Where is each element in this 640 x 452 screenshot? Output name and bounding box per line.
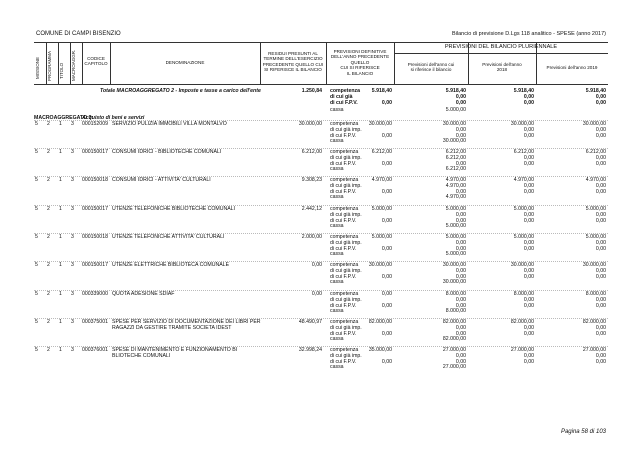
prev-def-value: 35.000,00: [368, 347, 392, 353]
programma-code: 2: [47, 206, 50, 212]
item-description: SPESE DI MANTENIMENTO E FUNZIONAMENTO BI: [112, 347, 238, 353]
prev-def-value: 0,00: [381, 188, 392, 195]
anno3-value: 0,00: [595, 245, 606, 252]
anno1-value: 27.000,00: [442, 347, 466, 353]
total-a3: 5.918,40: [585, 88, 606, 94]
total-a2: 0,00: [523, 100, 534, 107]
anno1-value: 0,00: [455, 245, 466, 252]
anno1-value: 82.000,00: [442, 319, 466, 325]
anno1-value: 82.000,00: [442, 336, 466, 343]
prev-def-value: 0,00: [381, 291, 392, 297]
prev-def-value: 5.000,00: [371, 206, 392, 212]
anno1-value: 0,00: [455, 126, 466, 133]
anno2-value: 27.000,00: [510, 347, 534, 353]
anno1-value: 0,00: [455, 188, 466, 195]
total-type: di cui già: [330, 94, 353, 101]
missione-code: 5: [35, 206, 38, 212]
anno3-value: 30.000,00: [582, 121, 606, 127]
total-type: di cui F.P.V.: [330, 100, 358, 107]
anno3-value: 0,00: [595, 188, 606, 195]
anno3-value: 27.000,00: [582, 347, 606, 353]
prev-def-value: 30.000,00: [368, 121, 392, 127]
item-description: BLIOTECHE COMUNALI: [112, 352, 171, 359]
anno3-value: 30.000,00: [582, 262, 606, 268]
total-a1: 0,00: [455, 94, 466, 101]
anno1-value: 5.000,00: [445, 234, 466, 240]
titolo-code: 1: [59, 149, 62, 155]
anno1-value: 30.000,00: [442, 262, 466, 268]
anno3-value: 0,00: [595, 132, 606, 139]
macroaggr-code: 3: [71, 319, 74, 325]
macroaggr-code: 3: [71, 121, 74, 127]
residui-value: 9.308,23: [301, 177, 322, 183]
anno3-value: 0,00: [595, 267, 606, 274]
anno3-value: 0,00: [595, 126, 606, 133]
total-a2: 0,00: [523, 94, 534, 101]
titolo-code: 1: [59, 262, 62, 268]
line-type: competenza: [330, 121, 359, 127]
anno2-value: 0,00: [523, 330, 534, 337]
anno1-value: 4.970,00: [445, 194, 466, 201]
anno2-value: 0,00: [523, 188, 534, 195]
missione-code: 5: [35, 177, 38, 183]
line-type: cassa: [330, 279, 344, 286]
prev-def-value: 0,00: [381, 302, 392, 309]
item-description: CONSUMI IDRICI - BIBLIOTECHE COMUNALI: [112, 149, 222, 155]
col-programma: PROGRAMMA: [47, 50, 52, 81]
macroaggr-code: 3: [71, 177, 74, 183]
prev-def-value: 0,00: [381, 358, 392, 365]
titolo-code: 1: [59, 347, 62, 353]
anno2-value: 30.000,00: [510, 262, 534, 268]
anno2-value: 0,00: [523, 211, 534, 218]
item-description: UTENZE ELETTRICHE BIBLIOTECA COMUNALE: [112, 262, 230, 268]
anno2-value: 4.970,00: [513, 177, 534, 183]
line-type: di cui F.P.V.: [330, 132, 357, 139]
anno3-value: 5.000,00: [585, 206, 606, 212]
line-type: di cui F.P.V.: [330, 302, 357, 309]
anno2-value: 0,00: [523, 239, 534, 246]
anno1-value: 0,00: [455, 324, 466, 331]
total-a1: 5.918,40: [445, 88, 466, 94]
anno2-value: 0,00: [523, 217, 534, 224]
anno3-value: 0,00: [595, 352, 606, 359]
macroaggr-code: 3: [71, 149, 74, 155]
line-type: di cui già imp.: [330, 182, 362, 189]
anno2-value: 0,00: [523, 132, 534, 139]
programma-code: 2: [47, 121, 50, 127]
item-description: UTENZE TELEFONICHE BIBLIOTECHE COMUNALI: [112, 206, 235, 212]
anno2-value: 82.000,00: [510, 319, 534, 325]
programma-code: 2: [47, 262, 50, 268]
anno3-value: 0,00: [595, 154, 606, 161]
titolo-code: 1: [59, 319, 62, 325]
anno2-value: 0,00: [523, 154, 534, 161]
total-a3: 0,00: [595, 100, 606, 107]
line-type: competenza: [330, 347, 359, 353]
line-type: competenza: [330, 206, 359, 212]
residui-value: 2.000,00: [301, 234, 322, 240]
anno2-value: 5.000,00: [513, 234, 534, 240]
line-type: di cui già imp.: [330, 352, 362, 359]
anno2-value: 0,00: [523, 160, 534, 167]
line-type: di cui già imp.: [330, 154, 362, 161]
item-description: UTENZE TELEFONICHE ATTIVITA' CULTURALI: [112, 234, 225, 240]
missione-code: 5: [35, 291, 38, 297]
anno1-value: 30.000,00: [442, 279, 466, 286]
prev-def-value: 0,00: [381, 160, 392, 167]
prev-def-value: 4.970,00: [371, 177, 392, 183]
line-type: di cui F.P.V.: [330, 245, 357, 252]
col-anno2: Previsioni dell'anno 2018: [482, 62, 522, 73]
col-residui: RESIDUI PRESUNTI AL TERMINE DELL'ESERCIZIO PRECEDENTE QUELLO CUI SI RIFERISCE IL BILANCIO: [262, 51, 324, 73]
capitolo-code: 000150017: [82, 262, 108, 268]
line-type: di cui già imp.: [330, 267, 362, 274]
anno1-value: 6.212,00: [445, 166, 466, 173]
document-title: Bilancio di previsione D.Lgs 118 analitico - SPESE (anno 2017): [452, 31, 606, 37]
anno1-value: 0,00: [455, 302, 466, 309]
capitolo-code: 000339000: [82, 291, 108, 297]
line-type: di cui già imp.: [330, 126, 362, 133]
anno3-value: 5.000,00: [585, 234, 606, 240]
capitolo-code: 000150018: [82, 234, 108, 240]
item-description: QUOTA ADESIONE SDIAF: [112, 291, 175, 297]
macro-desc: Acquisto di beni e servizi: [82, 115, 145, 121]
line-type: di cui F.P.V.: [330, 188, 357, 195]
residui-value: 0,00: [311, 291, 322, 297]
residui-value: 30.000,00: [298, 121, 322, 127]
anno1-value: 5.000,00: [445, 223, 466, 230]
anno1-value: 0,00: [455, 273, 466, 280]
anno2-value: 8.000,00: [513, 291, 534, 297]
col-anno3: Previsioni dell'anno 2019: [546, 65, 598, 70]
total-type: cassa: [330, 106, 344, 113]
anno2-value: 5.000,00: [513, 206, 534, 212]
macroaggr-code: 3: [71, 291, 74, 297]
line-type: di cui già imp.: [330, 211, 362, 218]
line-type: competenza: [330, 149, 359, 155]
anno2-value: 30.000,00: [510, 121, 534, 127]
programma-code: 2: [47, 319, 50, 325]
anno2-value: 0,00: [523, 352, 534, 359]
prev-def-value: 0,00: [381, 217, 392, 224]
prev-def-value: 5.000,00: [371, 234, 392, 240]
line-type: competenza: [330, 291, 359, 297]
titolo-code: 1: [59, 177, 62, 183]
capitolo-code: 000376001: [82, 347, 108, 353]
anno1-value: 0,00: [455, 352, 466, 359]
residui-value: 2.442,12: [301, 206, 322, 212]
anno1-value: 0,00: [455, 296, 466, 303]
col-titolo: TITOLO: [59, 62, 64, 79]
anno2-value: 0,00: [523, 324, 534, 331]
missione-code: 5: [35, 149, 38, 155]
anno3-value: 0,00: [595, 182, 606, 189]
anno3-value: 0,00: [595, 217, 606, 224]
line-type: di cui già imp.: [330, 239, 362, 246]
anno3-value: 8.000,00: [585, 291, 606, 297]
capitolo-code: 000150017: [82, 206, 108, 212]
programma-code: 2: [47, 149, 50, 155]
anno1-value: 30.000,00: [442, 121, 466, 127]
anno2-value: 6.212,00: [513, 149, 534, 155]
residui-value: 6.212,00: [301, 149, 322, 155]
capitolo-code: 000152009: [82, 121, 108, 127]
anno1-value: 4.970,00: [445, 177, 466, 183]
anno3-value: 0,00: [595, 358, 606, 365]
page-footer: Pagina 58 di 103: [560, 429, 606, 435]
line-type: di cui F.P.V.: [330, 273, 357, 280]
anno1-value: 6.212,00: [445, 149, 466, 155]
anno2-value: 0,00: [523, 358, 534, 365]
programma-code: 2: [47, 234, 50, 240]
line-type: cassa: [330, 194, 344, 201]
anno1-value: 6.212,00: [445, 154, 466, 161]
macroaggr-code: 3: [71, 234, 74, 240]
item-description: SERVIZIO PULIZIA IMMOBILI VILLA MONTALVO: [112, 121, 227, 127]
anno2-value: 0,00: [523, 267, 534, 274]
line-type: competenza: [330, 319, 359, 325]
line-type: di cui F.P.V.: [330, 160, 357, 167]
anno1-value: 4.970,00: [445, 182, 466, 189]
macroaggr-code: 3: [71, 347, 74, 353]
anno1-value: 0,00: [455, 211, 466, 218]
total-a1: 5.000,00: [445, 106, 466, 113]
capitolo-code: 000150017: [82, 149, 108, 155]
line-type: cassa: [330, 223, 344, 230]
line-type: di cui F.P.V.: [330, 330, 357, 337]
anno3-value: 0,00: [595, 211, 606, 218]
entity-name: COMUNE DI CAMPI BISENZIO: [36, 31, 121, 37]
capitolo-code: 000150018: [82, 177, 108, 183]
anno1-value: 0,00: [455, 132, 466, 139]
col-codice: CODICE CAPITOLO: [84, 56, 108, 67]
anno3-value: 82.000,00: [582, 319, 606, 325]
anno2-value: 0,00: [523, 302, 534, 309]
residui-value: 48.490,97: [298, 319, 322, 325]
line-type: cassa: [330, 308, 344, 315]
line-type: competenza: [330, 262, 359, 268]
anno1-value: 30.000,00: [442, 138, 466, 145]
missione-code: 5: [35, 234, 38, 240]
col-macroaggr: MACROAGGR.: [71, 49, 76, 81]
titolo-code: 1: [59, 206, 62, 212]
anno1-value: 8.000,00: [445, 291, 466, 297]
line-type: di cui F.P.V.: [330, 358, 357, 365]
total-residui: 1.250,84: [301, 88, 322, 94]
anno1-value: 27.000,00: [442, 364, 466, 371]
line-type: di cui F.P.V.: [330, 217, 357, 224]
anno3-value: 0,00: [595, 296, 606, 303]
anno2-value: 0,00: [523, 296, 534, 303]
line-type: cassa: [330, 138, 344, 145]
line-type: cassa: [330, 166, 344, 173]
anno1-value: 0,00: [455, 217, 466, 224]
total-a2: 5.918,40: [513, 88, 534, 94]
anno1-value: 8.000,00: [445, 308, 466, 315]
anno1-value: 0,00: [455, 358, 466, 365]
prev-def-value: 82.000,00: [368, 319, 392, 325]
anno1-value: 0,00: [455, 160, 466, 167]
prev-def-value: 0,00: [381, 132, 392, 139]
total-a3: 0,00: [595, 94, 606, 101]
capitolo-code: 000375001: [82, 319, 108, 325]
line-type: di cui già imp.: [330, 324, 362, 331]
col-denominazione: DENOMINAZIONE: [165, 60, 205, 65]
prev-def-value: 0,00: [381, 245, 392, 252]
missione-code: 5: [35, 262, 38, 268]
item-description: SPESE PER SERVIZIO DI DOCUMENTAZIONE DEI LIBRI PER: [112, 319, 261, 325]
anno2-value: 0,00: [523, 126, 534, 133]
item-description: RAGAZZI DA GESTIRE TRAMITE SOCIETA IDEST: [112, 324, 232, 331]
line-type: competenza: [330, 234, 359, 240]
total-label: Totale MACROAGGREGATO 2 - Imposte e tasse a carico dell'ente: [100, 88, 261, 94]
total-type: competenza: [330, 88, 360, 94]
macroaggr-code: 3: [71, 206, 74, 212]
anno3-value: 4.970,00: [585, 177, 606, 183]
titolo-code: 1: [59, 234, 62, 240]
macroaggr-code: 3: [71, 262, 74, 268]
missione-code: 5: [35, 121, 38, 127]
anno2-value: 0,00: [523, 182, 534, 189]
anno3-value: 0,00: [595, 273, 606, 280]
missione-code: 5: [35, 347, 38, 353]
programma-code: 2: [47, 291, 50, 297]
line-type: cassa: [330, 364, 344, 371]
line-type: di cui già imp.: [330, 296, 362, 303]
total-prev: 0,00: [381, 100, 392, 107]
missione-code: 5: [35, 319, 38, 325]
col-pluriennale: PREVISIONI DEL BILANCIO PLURIENNALE: [444, 44, 558, 50]
line-type: competenza: [330, 177, 359, 183]
anno3-value: 0,00: [595, 330, 606, 337]
prev-def-value: 0,00: [381, 273, 392, 280]
macro-label: MACROAGGREGATO 3:: [34, 115, 94, 121]
col-prev-def: PREVISIONI DEFINITIVE DELL'ANNO PRECEDENTE QUELLO CUI SI RIFERISCE IL BILANCIO: [330, 49, 390, 76]
anno3-value: 6.212,00: [585, 149, 606, 155]
table-header: [34, 42, 608, 85]
anno2-value: 0,00: [523, 273, 534, 280]
residui-value: 32.998,24: [298, 347, 322, 353]
total-prev: 5.918,40: [371, 88, 392, 94]
anno1-value: 0,00: [455, 239, 466, 246]
titolo-code: 1: [59, 121, 62, 127]
anno3-value: 0,00: [595, 160, 606, 167]
anno3-value: 0,00: [595, 239, 606, 246]
programma-code: 2: [47, 177, 50, 183]
titolo-code: 1: [59, 291, 62, 297]
total-a1: 0,00: [455, 100, 466, 107]
anno1-value: 5.000,00: [445, 251, 466, 258]
programma-code: 2: [47, 347, 50, 353]
anno1-value: 0,00: [455, 330, 466, 337]
anno1-value: 5.000,00: [445, 206, 466, 212]
anno2-value: 0,00: [523, 245, 534, 252]
prev-def-value: 30.000,00: [368, 262, 392, 268]
anno3-value: 0,00: [595, 324, 606, 331]
col-missione: MISSIONE: [35, 56, 40, 79]
col-anno1: Previsioni dell'anno cui si riferisce il bilancio: [407, 62, 455, 73]
prev-def-value: 6.212,00: [371, 149, 392, 155]
anno1-value: 0,00: [455, 267, 466, 274]
line-type: cassa: [330, 336, 344, 343]
line-type: cassa: [330, 251, 344, 258]
anno3-value: 0,00: [595, 302, 606, 309]
residui-value: 0,00: [311, 262, 322, 268]
item-description: CONSUMI IDRICI - ATTIVITA' CULTURALI: [112, 177, 211, 183]
prev-def-value: 0,00: [381, 330, 392, 337]
